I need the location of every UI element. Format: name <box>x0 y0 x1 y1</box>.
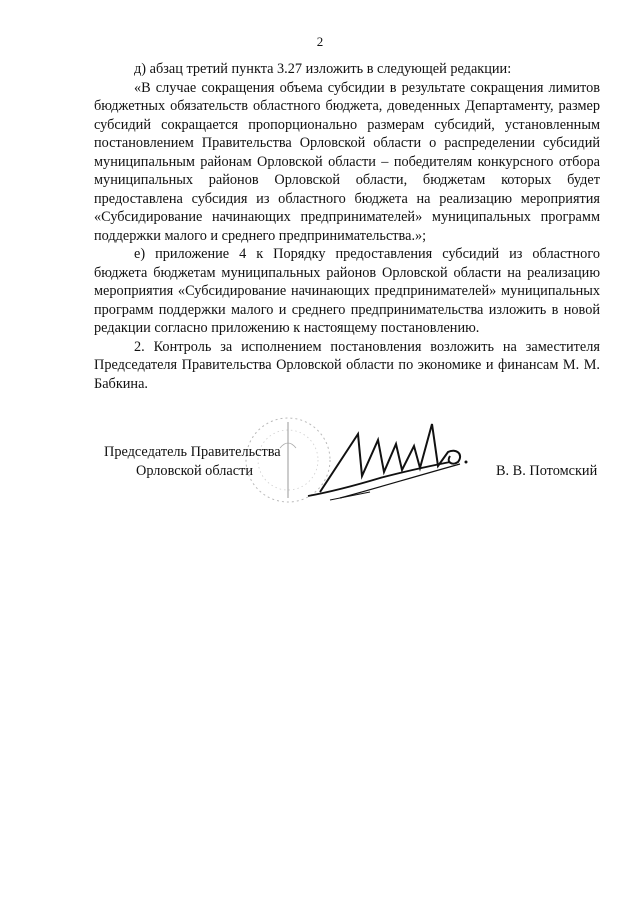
paragraph-quoted-text: «В случае сокращения объема субсидии в результате сокращения лимитов бюджетных обязательств областного бюджета, доведенных Департаменту, размер субсидий сокращается пропорционально размерам субсидий, установленным постановлением Правительства Орловской области о распределении субсидий муниципальным районам Орловской области – победителям конкурсного отбора муниципальных районов Орловской области, бюджетам которых будет предоставлена субсидия из областного бюджета на реализацию мероприятия «Субсидирование начинающих предпринимателей» муниципальных программ поддержки малого и среднего предпринимательства.»; <box>94 79 600 244</box>
signatory-title-line1: Председатель Правительства <box>104 444 281 460</box>
paragraph-amendment-e: е) приложение 4 к Порядку предоставления субсидий из областного бюджета бюджетам муниципальных районов Орловской области на реализацию мероприятия «Субсидирование начинающих предпринимателей» муниципальных программ поддержки малого и среднего предпринимательства изложить в новой редакции согласно приложению к настоящему постановлению. <box>94 246 600 336</box>
paragraph-control-clause: 2. Контроль за исполнением постановления возложить на заместителя Председателя Правительства Орловской области по экономике и финансам М. М. Бабкина. <box>94 338 600 392</box>
signature-block <box>0 400 640 510</box>
document-body <box>94 60 600 393</box>
signatory-name: В. В. Потомский <box>496 463 598 479</box>
handwritten-signature-icon <box>300 404 475 509</box>
page-number: 2 <box>316 34 324 49</box>
signatory-title-line2: Орловской области <box>136 463 253 479</box>
paragraph-amendment-d: д) абзац третий пункта 3.27 изложить в следующей редакции: <box>134 61 512 77</box>
